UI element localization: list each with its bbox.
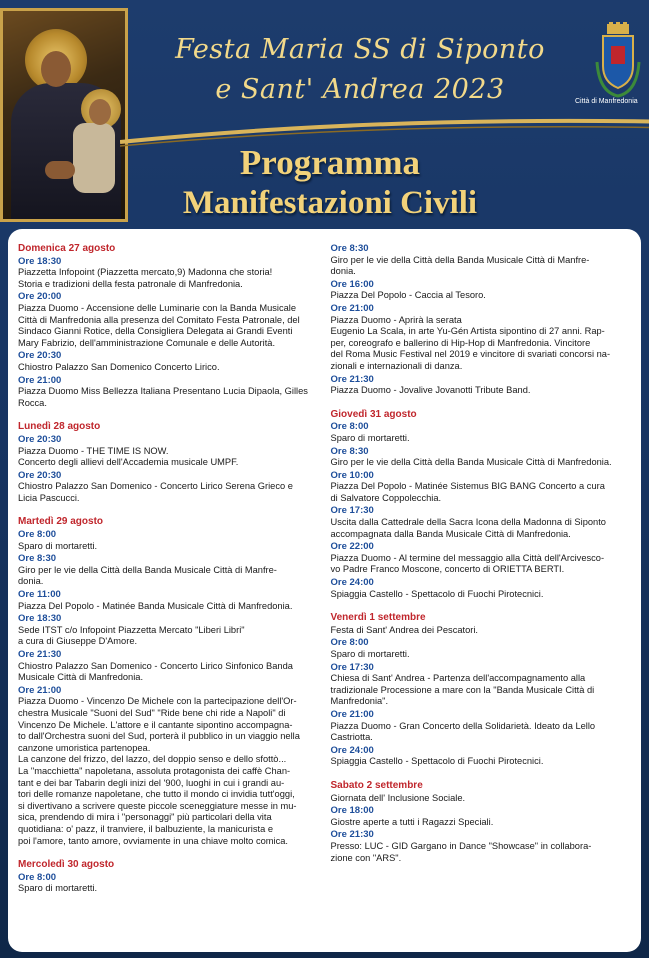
event-time: Ore 8:30 (330, 243, 369, 254)
event-description: Piazza Duomo - Aprirà la serata Eugenio La Scala, in arte Yu-Gén Artista sipontino di 27 anni. Rap- per, coreografo e ballerino di Hip-Hop di Manfredonia. Vincitore del Roma Music Festival nel 2019 e vincitore di svariati concorsi na- zionali e internazionali di danza. (330, 314, 611, 371)
event-time: Ore 21:00 (18, 374, 62, 386)
day-block (18, 243, 319, 409)
event-time: Ore 21:00 (330, 708, 374, 720)
event-description: Spiaggia Castello - Spettacolo di Fuochi Pirotecnici. (330, 756, 544, 767)
event-item (331, 470, 632, 505)
event-item (18, 613, 319, 648)
day-title: Martedì 29 agosto (18, 516, 104, 528)
day-block (18, 516, 319, 847)
day-block (18, 421, 319, 504)
event-time: Ore 8:00 (330, 421, 369, 433)
event-item (331, 279, 632, 302)
event-time: Ore 17:30 (330, 661, 374, 673)
event-time: Ore 21:30 (330, 829, 374, 841)
event-item (18, 553, 319, 588)
event-time: Ore 8:30 (330, 445, 369, 457)
event-description: Piazza Duomo - Gran Concerto della Solidarietà. Ideato da Lello Castriotta. (330, 720, 596, 743)
event-description: Sparo di mortaretti. (18, 883, 98, 894)
program-title (130, 143, 530, 223)
event-time: Ore 21:00 (18, 684, 62, 696)
event-time: Ore 8:00 (18, 871, 57, 883)
event-item (18, 375, 319, 410)
event-item (18, 291, 319, 349)
event-description: Piazza Del Popolo - Matinée Banda Musicale Città di Manfredonia. (18, 600, 293, 611)
event-description: Piazzetta Infopoint (Piazzetta mercato,9) Madonna che storia! Storia e tradizioni della festa patronale di Manfredonia. (18, 267, 273, 289)
event-time: Ore 17:30 (330, 505, 374, 517)
day-title: Mercoledì 30 agosto (18, 859, 115, 871)
event-description: Piazza Duomo - Vincenzo De Michele con la partecipazione dell'Or- chestra Musicale "Suoni del Sud" "Ride bene chi ride a Napoli" di Vincenzo De Michele. L'attore e il cantante sipontino accompagna- to dall'Orchestra suoni del Sud, porterà il pubblico in un viaggio nella canzone umoristica partenopea. La canzone del frizzo, del lazzo, del doppio senso e dello sfottò... La "macchietta" napoletana, assoluta protagonista dei caffè Chan- tant e dei bar Tabarin degli inizi del '900, luoghi in cui i grandi au- tori delle romanze napoletane, che tutto il mondo ci invidia tutt'oggi, si divertivano a scrivere queste piccole sceneggiature messe in mu- sica, prendendo di mira i "personaggi" più particolari della vita quotidiana: o' pazz, il tranviere, il balbuziente, la manicurista e poi l'amore, tanto amore, ovviamente in una chiave molto comica. (18, 696, 300, 846)
event-item (331, 243, 632, 278)
day-note: Giornata dell' Inclusione Sociale. (330, 792, 466, 803)
event-time: Ore 8:00 (330, 637, 369, 649)
event-time: Ore 22:00 (330, 541, 374, 553)
event-description: Uscita dalla Cattedrale della Sacra Icona della Madonna di Siponto accompagnata dalla Banda Musicale Città di Manfredonia. (330, 517, 606, 539)
event-item (331, 446, 632, 469)
event-time: Ore 24:00 (330, 577, 374, 589)
event-time: Ore 18:30 (18, 255, 62, 267)
day-title: Giovedì 31 agosto (330, 408, 417, 420)
event-description: Spiaggia Castello - Spettacolo di Fuochi Pirotecnici. (330, 588, 544, 599)
event-time: Ore 21:00 (330, 302, 374, 314)
city-caption: Città di Manfredonia (575, 98, 638, 105)
event-description: Giro per le vie della Città della Banda Musicale Città di Manfredonia. (330, 457, 612, 468)
city-crest-icon (593, 22, 643, 102)
event-time: Ore 20:30 (18, 350, 62, 362)
festival-title (140, 30, 580, 110)
event-description: Chiostro Palazzo San Domenico - Concerto Lirico Sinfonico Banda Musicale Città di Manfredonia. (18, 660, 293, 683)
event-time: Ore 21:30 (18, 649, 62, 660)
event-description: Giostre aperte a tutti i Ragazzi Speciali. (330, 816, 494, 827)
day-note: Festa di Sant' Andrea dei Pescatori. (330, 624, 479, 635)
event-description: Chiostro Palazzo San Domenico Concerto Lirico. (18, 361, 220, 372)
schedule-left-column (18, 243, 319, 946)
event-item (331, 303, 632, 373)
program-title-line2: Manifestazioni Civili (182, 185, 478, 221)
event-item (331, 421, 632, 444)
event-item (18, 649, 319, 684)
day-block (331, 243, 632, 397)
event-description: Sparo di mortaretti. (18, 540, 98, 551)
day-block (18, 859, 319, 895)
schedule-panel (8, 229, 641, 952)
event-time: Ore 18:30 (18, 613, 62, 625)
event-description: Piazza Duomo - Al termine del messaggio alla Città dell'Arcivesco- vo Padre Franco Moscone, concerto di ORIETTA BERTI. (330, 552, 605, 575)
event-time: Ore 20:30 (18, 469, 62, 481)
event-time: Ore 10:00 (330, 469, 374, 481)
event-item (331, 829, 632, 864)
event-item (331, 505, 632, 540)
event-time: Ore 24:00 (330, 744, 374, 756)
event-item (18, 872, 319, 895)
event-item (18, 685, 319, 847)
event-description: Chiesa di Sant' Andrea - Partenza dell'accompagnamento alla tradizionale Processione a mare con la "Banda Musicale Città di Manfredonia". (330, 673, 595, 707)
event-description: Sparo di mortaretti. (330, 432, 410, 443)
event-item (18, 529, 319, 552)
festival-title-line2: e Sant' Andrea 2023 (215, 74, 505, 105)
event-item (331, 662, 632, 708)
event-item (18, 350, 319, 373)
day-title: Lunedì 28 agosto (18, 421, 101, 433)
event-time: Ore 8:30 (18, 553, 57, 565)
event-description: Sparo di mortaretti. (330, 649, 410, 659)
event-item (331, 374, 632, 397)
event-description: Piazza Duomo Miss Bellezza Italiana Presentano Lucia Dipaola, Gilles Rocca. (18, 386, 308, 408)
event-item (331, 709, 632, 744)
event-item (18, 256, 319, 291)
event-time: Ore 16:00 (330, 278, 374, 290)
day-title: Domenica 27 agosto (18, 243, 116, 254)
schedule-right-column (331, 243, 632, 946)
madonna-icon-image (0, 8, 128, 222)
event-item (18, 434, 319, 469)
event-item (331, 805, 632, 828)
event-description: Giro per le vie della Città della Banda Musicale Città di Manfre- donia. (330, 254, 590, 277)
event-item (18, 470, 319, 505)
event-description: Piazza Duomo - Jovalive Jovanotti Tribute Band. (330, 385, 531, 396)
event-item (331, 637, 632, 660)
event-description: Giro per le vie della Città della Banda Musicale Città di Manfre- donia. (18, 564, 277, 587)
event-time: Ore 20:30 (18, 433, 62, 445)
day-title: Venerdì 1 settembre (330, 612, 426, 624)
event-description: Chiostro Palazzo San Domenico - Concerto Lirico Serena Grieco e Licia Pascucci. (18, 481, 293, 503)
event-description: Presso: LUC - GID Gargano in Dance "Showcase" in collabora- zione con "ARS". (330, 840, 592, 863)
event-time: Ore 20:00 (18, 291, 62, 303)
day-block (331, 409, 632, 601)
program-title-line1: Programma (239, 143, 421, 182)
event-description: Piazza Duomo - Accensione delle Luminarie con la Banda Musicale Città di Manfredonia alla presenza del Comitato Festa Patronale, del Sindaco Gianni Rotice, della Consigliera Delegata ai Grandi Eventi Mary Fabrizio, dell'amministrazione Comunale e delle Autorità. (18, 302, 300, 348)
event-item (18, 589, 319, 612)
event-item (331, 541, 632, 576)
event-item (331, 745, 632, 768)
festival-title-line1: Festa Maria SS di Siponto (175, 34, 545, 65)
event-time: Ore 11:00 (18, 589, 61, 601)
day-block (331, 612, 632, 768)
day-title: Sabato 2 settembre (330, 779, 423, 791)
gold-arc-decoration (120, 108, 649, 148)
event-time: Ore 21:30 (330, 373, 374, 385)
day-block (331, 780, 632, 864)
event-time: Ore 18:00 (330, 805, 374, 817)
event-description: Piazza Del Popolo - Matinée Sistemus BIG BANG Concerto a cura di Salvatore Coppolecchia. (330, 481, 605, 503)
event-time: Ore 8:00 (18, 529, 57, 541)
event-item (331, 577, 632, 600)
event-description: Piazza Duomo - THE TIME IS NOW. Concerto degli allievi dell'Accademia musicale UMPF. (18, 445, 239, 468)
event-description: Sede ITST c/o Infopoint Piazzetta Mercato "Liberi Libri" a cura di Giuseppe D'Amore. (18, 624, 245, 647)
event-description: Piazza Del Popolo - Caccia al Tesoro. (330, 290, 486, 301)
